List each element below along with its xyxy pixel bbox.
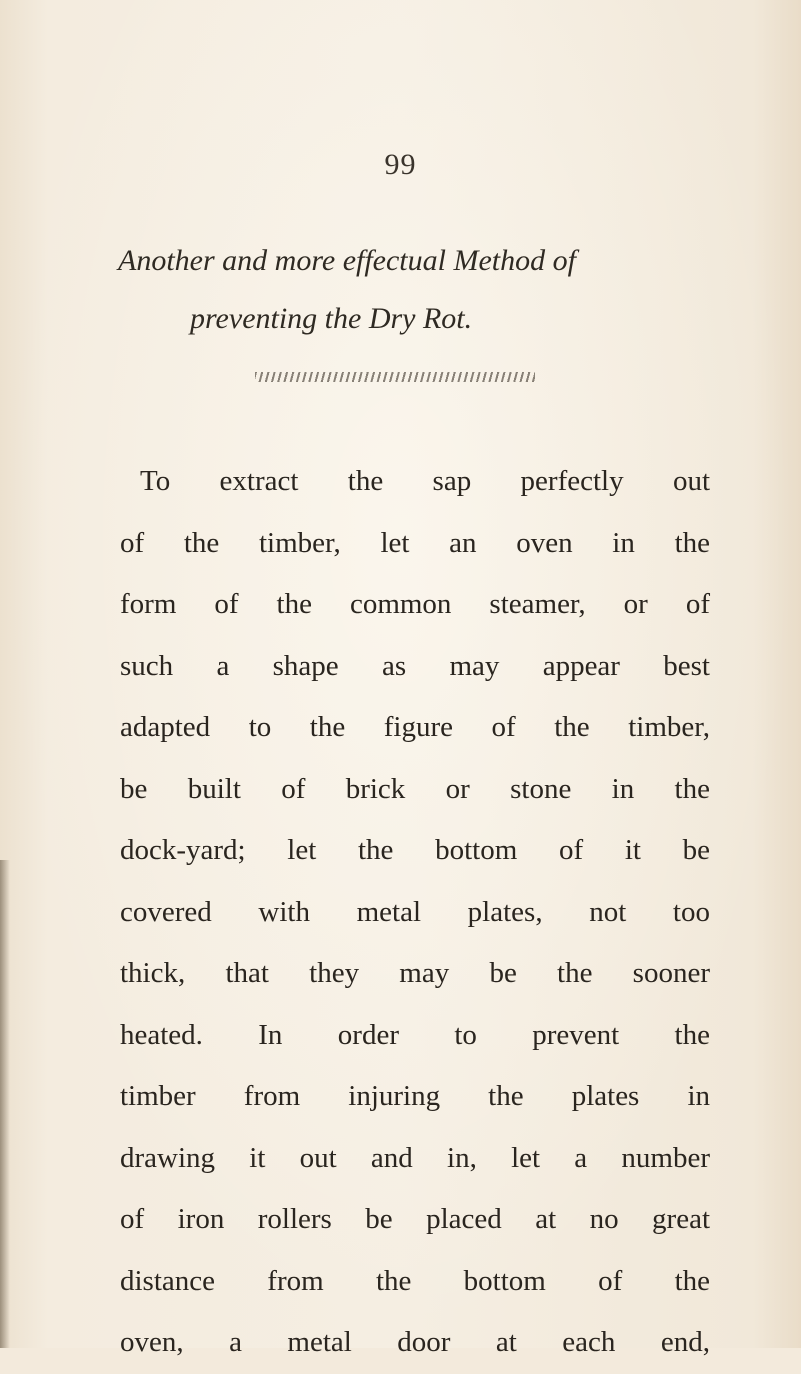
heading-line-1: Another and more effectual Method of — [118, 244, 576, 277]
page-number: 99 — [384, 148, 417, 181]
body-line: adapted to the figure of the timber, — [120, 711, 710, 743]
body-line: oven, a metal door at each end, — [120, 1326, 710, 1358]
body-line: distance from the bottom of the — [120, 1264, 710, 1297]
heading-line-2: preventing the Dry Rot. — [190, 302, 473, 335]
binding-shadow — [0, 860, 10, 1348]
body-line: be built of brick or stone in the — [120, 772, 710, 805]
body-line: dock-yard; let the bottom of it be — [120, 834, 710, 866]
body-line: drawing it out and in, let a number — [120, 1141, 710, 1174]
body-line: To extract the sap perfectly out — [140, 465, 710, 497]
body-line: timber from injuring the plates in — [120, 1080, 710, 1112]
ornamental-divider — [255, 372, 535, 382]
body-line: heated. In order to prevent the — [120, 1018, 710, 1051]
body-line: covered with metal plates, not too — [120, 895, 710, 928]
body-line: thick, that they may be the sooner — [120, 957, 710, 989]
body-paragraph — [120, 451, 710, 1374]
body-line: such a shape as may appear best — [120, 649, 710, 682]
body-line: form of the common steamer, or of — [120, 588, 710, 620]
body-line: of the timber, let an oven in the — [120, 526, 710, 559]
body-line: of iron rollers be placed at no great — [120, 1203, 710, 1235]
section-heading — [118, 232, 738, 348]
